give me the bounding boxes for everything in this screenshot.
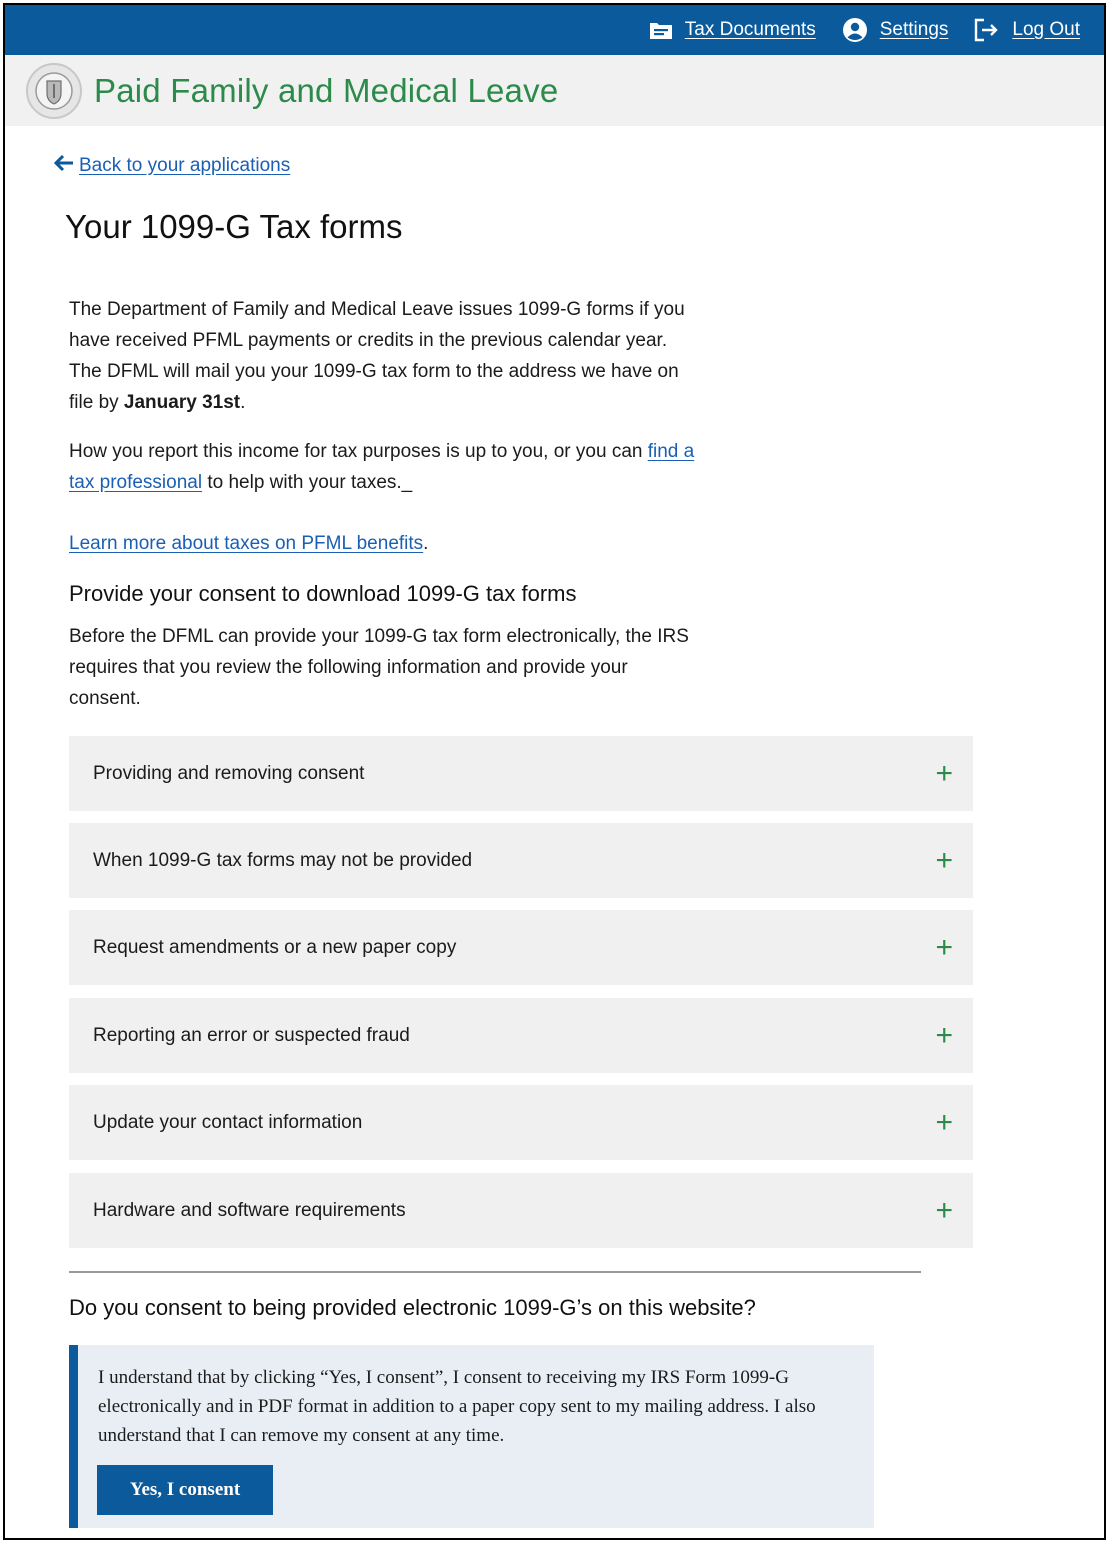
report-paragraph: [69, 436, 699, 498]
yes-i-consent-button[interactable]: Yes, I consent: [97, 1465, 273, 1515]
accordion-label: When 1099-G tax forms may not be provided: [93, 849, 473, 871]
accordion-label: Hardware and software requirements: [93, 1199, 406, 1221]
utility-nav-bar: [5, 5, 1104, 55]
back-link-label: Back to your applications: [79, 154, 291, 176]
accordion-forms-not-provided[interactable]: [69, 823, 973, 898]
plus-icon: +: [935, 1193, 953, 1227]
plus-icon: +: [935, 1018, 953, 1052]
page-frame: [3, 3, 1106, 1540]
site-title[interactable]: Paid Family and Medical Leave: [94, 71, 559, 109]
logout-icon: [974, 18, 1000, 42]
accordion-hardware-software[interactable]: [69, 1173, 973, 1248]
report-text-2: to help with your taxes._: [202, 472, 413, 493]
consent-question: Do you consent to being provided electronic 1099-G’s on this website?: [69, 1295, 756, 1320]
plus-icon: +: [935, 930, 953, 964]
log-out-link[interactable]: [974, 18, 1080, 42]
tax-documents-label: Tax Documents: [684, 19, 816, 40]
plus-icon: +: [935, 756, 953, 790]
learn-more-paragraph: [69, 528, 699, 559]
user-circle-icon: [842, 17, 868, 43]
settings-label: Settings: [879, 19, 949, 40]
learn-more-taxes-link[interactable]: Learn more about taxes on PFML benefits: [69, 533, 424, 554]
arrow-left-icon: [53, 153, 75, 178]
find-tax-professional-link[interactable]: find a tax professional: [69, 441, 695, 493]
back-to-applications-link[interactable]: [53, 153, 290, 178]
accordion-request-amendments[interactable]: [69, 910, 973, 985]
accordion-label: Providing and removing consent: [93, 762, 365, 784]
section-divider: [69, 1271, 921, 1273]
report-text-1: How you report this income for tax purposes is up to you, or you can: [69, 441, 648, 462]
settings-link[interactable]: [842, 17, 949, 43]
tax-documents-link[interactable]: [649, 19, 816, 41]
log-out-label: Log Out: [1012, 19, 1080, 40]
page-title: Your 1099-G Tax forms: [65, 208, 403, 245]
consent-notice-text: I understand that by clicking “Yes, I consent”, I consent to receiving my IRS Form 1099-G electronically and in PDF format in addition to a paper copy sent to my mailing address. I also understand that I can remove my consent at any time.: [98, 1367, 816, 1446]
plus-icon: +: [935, 843, 953, 877]
site-header: [5, 55, 1104, 126]
consent-notice: [69, 1345, 874, 1528]
accordion-label: Request amendments or a new paper copy: [93, 936, 457, 958]
learn-more-suffix: .: [423, 533, 429, 554]
intro-deadline: January 31st: [123, 392, 241, 413]
accordion-providing-removing-consent[interactable]: [69, 736, 973, 811]
folder-icon: [649, 20, 673, 40]
accordion-update-contact-info[interactable]: [69, 1085, 973, 1160]
accordion-label: Reporting an error or suspected fraud: [93, 1024, 410, 1046]
consent-section-heading: Provide your consent to download 1099-G tax forms: [69, 581, 577, 606]
plus-icon: +: [935, 1105, 953, 1139]
accordion-label: Update your contact information: [93, 1111, 363, 1133]
state-seal-icon: [26, 63, 82, 119]
accordion-report-error-fraud[interactable]: [69, 998, 973, 1073]
consent-section-body: Before the DFML can provide your 1099-G tax form electronically, the IRS requires that you review the following information and provide your consent.: [69, 626, 689, 709]
intro-paragraph: [69, 294, 699, 418]
intro-text-1: The Department of Family and Medical Leave issues 1099-G forms if you have received PFML payments or credits in the previous calendar year. The DFML will mail you your 1099-G tax form to the address we have on file by: [69, 299, 685, 413]
intro-text-2: .: [240, 392, 246, 413]
